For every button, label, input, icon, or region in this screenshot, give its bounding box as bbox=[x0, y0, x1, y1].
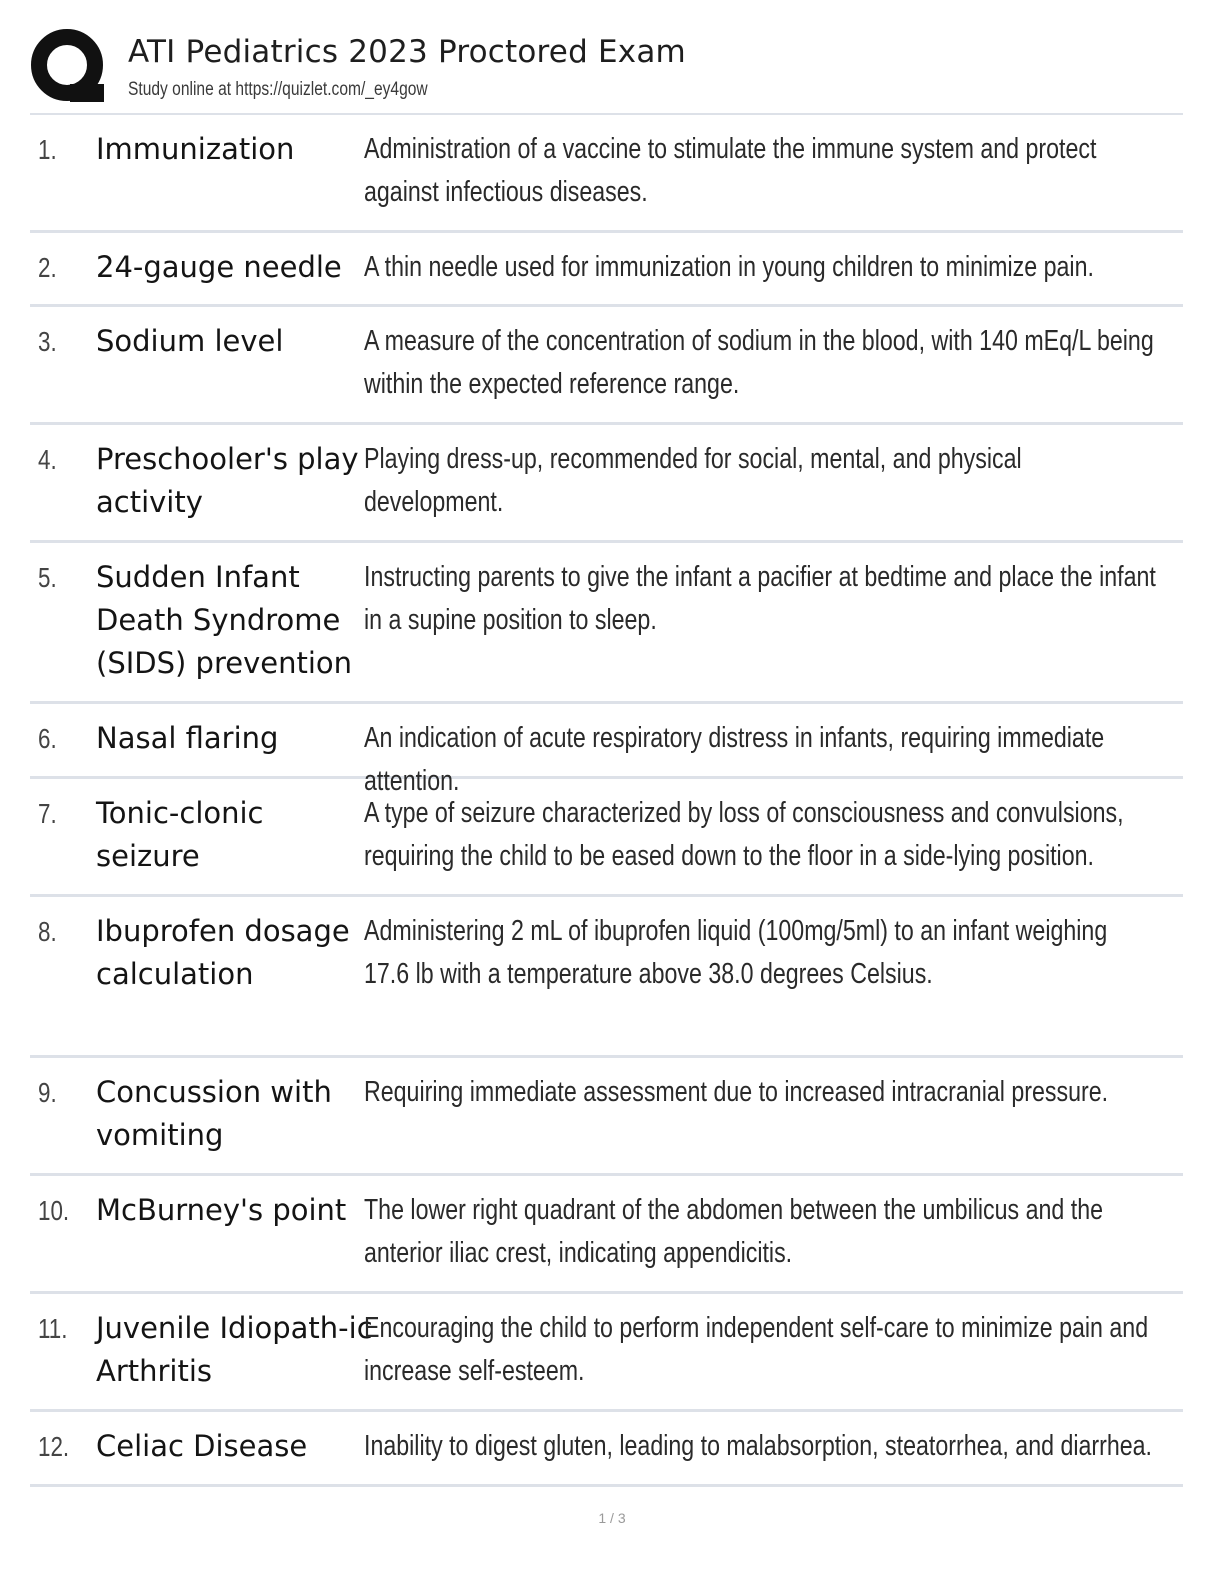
card-number: 12. bbox=[38, 1431, 70, 1462]
card-definition: Playing dress-up, recommended for social, mental, and physical development. bbox=[364, 443, 1022, 518]
card-row bbox=[30, 779, 1183, 897]
card-row bbox=[30, 115, 1183, 233]
card-row bbox=[30, 897, 1183, 1058]
card-number: 3. bbox=[38, 326, 57, 357]
card-term: Immunization bbox=[96, 132, 295, 166]
card-term: Preschooler's play activity bbox=[96, 442, 359, 519]
card-term: Concussion with vomiting bbox=[96, 1075, 332, 1152]
card-definition: An indication of acute respiratory distress in infants, requiring immediate attention. bbox=[364, 722, 1105, 797]
card-number: 10. bbox=[38, 1195, 70, 1226]
card-number: 2. bbox=[38, 252, 57, 283]
card-number: 11. bbox=[38, 1313, 68, 1344]
card-definition: Instructing parents to give the infant a pacifier at bedtime and place the infant in a supine position to sleep. bbox=[364, 561, 1156, 636]
study-online-link[interactable]: Study online at https://quizlet.com/_ey4gow bbox=[128, 79, 428, 100]
card-number: 5. bbox=[38, 562, 57, 593]
card-number: 6. bbox=[38, 723, 57, 754]
card-row bbox=[30, 543, 1183, 704]
card-row bbox=[30, 1412, 1183, 1487]
page-indicator: 1 / 3 bbox=[598, 1510, 626, 1526]
card-number: 7. bbox=[38, 798, 57, 829]
quizlet-logo-icon bbox=[30, 28, 110, 108]
card-number: 8. bbox=[38, 916, 57, 947]
card-definition: A measure of the concentration of sodium in the blood, with 140 mEq/L being within the expected reference range. bbox=[364, 325, 1154, 400]
card-term: Celiac Disease bbox=[96, 1429, 308, 1463]
card-definition: A thin needle used for immunization in young children to minimize pain. bbox=[364, 251, 1094, 283]
card-number: 4. bbox=[38, 444, 57, 475]
card-row bbox=[30, 307, 1183, 425]
card-row bbox=[30, 425, 1183, 543]
card-term: Nasal flaring bbox=[96, 721, 279, 755]
card-term: Sudden Infant Death Syndrome (SIDS) prevention bbox=[96, 560, 353, 680]
flashcard-list bbox=[30, 115, 1183, 1487]
card-term: Tonic-clonic seizure bbox=[96, 796, 264, 873]
card-definition: A type of seizure characterized by loss of consciousness and convulsions, requiring the child to be eased down to the floor in a side-lying position. bbox=[364, 797, 1124, 872]
card-row bbox=[30, 704, 1183, 797]
card-term: 24-gauge needle bbox=[96, 250, 342, 284]
card-term: McBurney's point bbox=[96, 1193, 347, 1227]
card-definition: Inability to digest gluten, leading to malabsorption, steatorrhea, and diarrhea. bbox=[364, 1430, 1153, 1462]
card-definition: The lower right quadrant of the abdomen between the umbilicus and the anterior iliac crest, indicating appendicitis. bbox=[364, 1194, 1104, 1269]
card-row bbox=[30, 1176, 1183, 1294]
page-header bbox=[30, 28, 1190, 114]
card-row bbox=[30, 1294, 1183, 1412]
card-term: Juvenile Idiopath-ic Arthritis bbox=[96, 1311, 373, 1388]
card-definition: Administering 2 mL of ibuprofen liquid (100mg/5ml) to an infant weighing 17.6 lb with a temperature above 38.0 degrees Celsius. bbox=[364, 915, 1108, 990]
card-definition: Encouraging the child to perform independent self-care to minimize pain and increase self-esteem. bbox=[364, 1312, 1149, 1387]
card-term: Ibuprofen dosage calculation bbox=[96, 914, 350, 991]
card-definition: Administration of a vaccine to stimulate the immune system and protect against infectious diseases. bbox=[364, 133, 1097, 208]
card-row bbox=[30, 1058, 1183, 1176]
card-row bbox=[30, 233, 1183, 307]
card-definition: Requiring immediate assessment due to increased intracranial pressure. bbox=[364, 1076, 1109, 1108]
card-term: Sodium level bbox=[96, 324, 284, 358]
page-title: ATI Pediatrics 2023 Proctored Exam bbox=[128, 34, 686, 70]
card-number: 9. bbox=[38, 1077, 57, 1108]
card-number: 1. bbox=[38, 134, 57, 165]
